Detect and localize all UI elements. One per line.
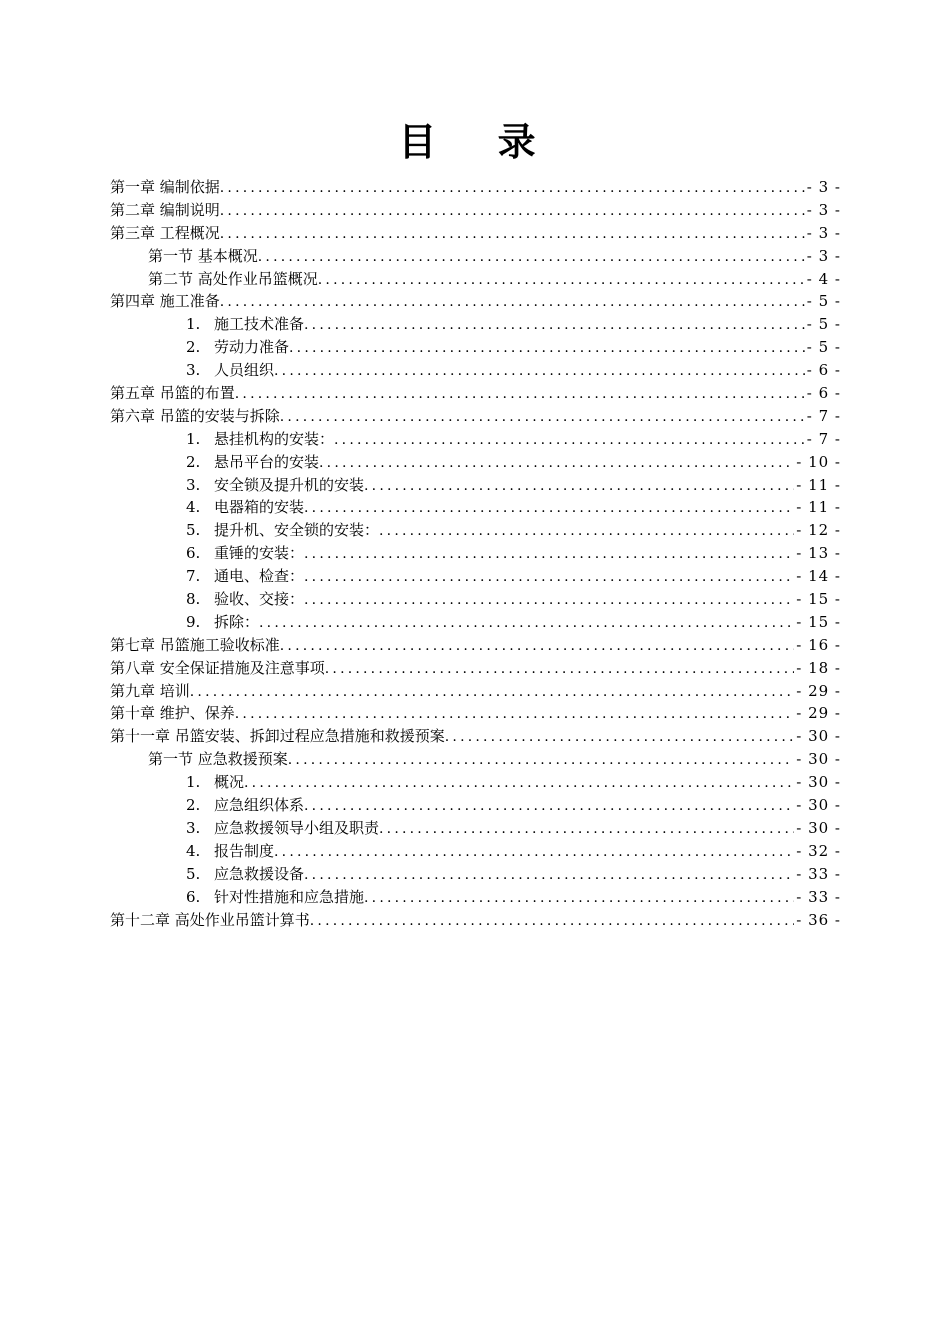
table-of-contents bbox=[110, 176, 841, 931]
toc-entry-page-number: - 6 - bbox=[806, 384, 841, 403]
toc-entry-number: 9. bbox=[186, 612, 201, 631]
toc-entry[interactable] bbox=[110, 748, 841, 771]
dot-leader bbox=[319, 452, 794, 475]
toc-entry-label: 第四章 施工准备 bbox=[110, 292, 220, 311]
toc-entry-label: 针对性措施和应急措施 bbox=[214, 887, 365, 906]
dot-leader bbox=[220, 291, 805, 314]
toc-entry[interactable] bbox=[110, 542, 841, 565]
toc-entry[interactable] bbox=[110, 840, 841, 863]
toc-entry-label: 劳动力准备 bbox=[214, 338, 290, 357]
toc-entry-label: 电器箱的安装 bbox=[214, 498, 305, 517]
toc-entry[interactable] bbox=[110, 565, 841, 588]
toc-entry[interactable] bbox=[110, 176, 841, 199]
dot-leader bbox=[445, 726, 794, 749]
dot-leader bbox=[258, 246, 805, 269]
toc-entry-page-number: - 3 - bbox=[806, 200, 841, 219]
toc-entry[interactable] bbox=[110, 336, 841, 359]
toc-entry-number: 2. bbox=[186, 452, 201, 471]
toc-entry-label: 应急救援领导小组及职责 bbox=[214, 818, 380, 837]
toc-entry-label: 第十一章 吊篮安装、拆卸过程应急措施和救援预案 bbox=[110, 727, 445, 746]
toc-entry-page-number: - 18 - bbox=[796, 658, 841, 677]
toc-entry[interactable] bbox=[110, 657, 841, 680]
toc-entry-page-number: - 33 - bbox=[796, 887, 841, 906]
toc-entry-label: 提升机、安全锁的安装： bbox=[214, 521, 380, 540]
toc-entry[interactable] bbox=[110, 474, 841, 497]
toc-entry-number: 2. bbox=[186, 796, 201, 815]
toc-entry-label: 第二节 高处作业吊篮概况 bbox=[148, 269, 318, 288]
toc-entry-label: 通电、检查： bbox=[214, 567, 305, 586]
toc-entry[interactable] bbox=[110, 222, 841, 245]
toc-entry-number: 3. bbox=[186, 361, 201, 380]
toc-entry-label: 第九章 培训 bbox=[110, 681, 190, 700]
toc-entry-page-number: - 5 - bbox=[806, 338, 841, 357]
toc-entry-label: 概况 bbox=[214, 773, 245, 792]
toc-entry-page-number: - 33 - bbox=[796, 864, 841, 883]
toc-entry[interactable] bbox=[110, 863, 841, 886]
toc-entry-page-number: - 4 - bbox=[806, 269, 841, 288]
toc-entry[interactable] bbox=[110, 245, 841, 268]
dot-leader bbox=[304, 566, 794, 589]
toc-entry-page-number: - 32 - bbox=[796, 841, 841, 860]
toc-entry-label: 人员组织 bbox=[214, 361, 275, 380]
toc-entry[interactable] bbox=[110, 451, 841, 474]
toc-entry-label: 悬挂机构的安装： bbox=[214, 429, 335, 448]
toc-entry-label: 第二章 编制说明 bbox=[110, 200, 220, 219]
toc-entry-number: 7. bbox=[186, 567, 201, 586]
toc-entry[interactable] bbox=[110, 405, 841, 428]
toc-entry-label: 应急组织体系 bbox=[214, 796, 305, 815]
toc-entry-label: 第五章 吊篮的布置 bbox=[110, 384, 235, 403]
toc-entry-label: 重锤的安装： bbox=[214, 544, 305, 563]
toc-entry[interactable] bbox=[110, 519, 841, 542]
dot-leader bbox=[304, 864, 794, 887]
toc-entry-page-number: - 5 - bbox=[806, 292, 841, 311]
toc-entry-page-number: - 6 - bbox=[806, 361, 841, 380]
toc-entry-page-number: - 30 - bbox=[796, 818, 841, 837]
toc-entry-label: 第一章 编制依据 bbox=[110, 178, 220, 196]
toc-entry[interactable] bbox=[110, 428, 841, 451]
toc-entry-page-number: - 5 - bbox=[806, 315, 841, 334]
toc-entry-number: 8. bbox=[186, 590, 201, 609]
toc-entry[interactable] bbox=[110, 611, 841, 634]
toc-entry-number: 3. bbox=[186, 818, 201, 837]
toc-entry-page-number: - 15 - bbox=[796, 612, 841, 631]
toc-entry[interactable] bbox=[110, 771, 841, 794]
toc-entry-number: 6. bbox=[186, 544, 201, 563]
dot-leader bbox=[304, 314, 805, 337]
dot-leader bbox=[379, 520, 794, 543]
dot-leader bbox=[274, 841, 794, 864]
toc-entry-page-number: - 30 - bbox=[796, 750, 841, 769]
dot-leader bbox=[244, 772, 794, 795]
dot-leader bbox=[220, 177, 805, 200]
dot-leader bbox=[288, 749, 794, 772]
toc-entry-page-number: - 10 - bbox=[796, 452, 841, 471]
dot-leader bbox=[289, 337, 805, 360]
toc-entry[interactable] bbox=[110, 199, 841, 222]
toc-entry-label: 安全锁及提升机的安装 bbox=[214, 475, 365, 494]
toc-entry[interactable] bbox=[110, 496, 841, 519]
toc-entry-page-number: - 3 - bbox=[806, 223, 841, 242]
toc-entry[interactable] bbox=[110, 634, 841, 657]
toc-entry-page-number: - 13 - bbox=[796, 544, 841, 563]
toc-entry-label: 第一节 基本概况 bbox=[148, 246, 258, 265]
toc-entry-page-number: - 7 - bbox=[806, 406, 841, 425]
toc-entry[interactable] bbox=[110, 359, 841, 382]
toc-entry-label: 悬吊平台的安装 bbox=[214, 452, 320, 471]
dot-leader bbox=[364, 887, 794, 910]
toc-entry-page-number: - 30 - bbox=[796, 773, 841, 792]
toc-entry[interactable] bbox=[110, 817, 841, 840]
toc-entry-page-number: - 11 - bbox=[796, 498, 841, 517]
toc-entry-number: 4. bbox=[186, 841, 201, 860]
toc-entry-page-number: - 36 - bbox=[796, 910, 841, 929]
toc-entry-number: 4. bbox=[186, 498, 201, 517]
toc-entry[interactable] bbox=[110, 680, 841, 703]
toc-entry-number: 5. bbox=[186, 521, 201, 540]
dot-leader bbox=[304, 589, 794, 612]
toc-entry-page-number: - 14 - bbox=[796, 567, 841, 586]
dot-leader bbox=[304, 543, 794, 566]
toc-entry[interactable] bbox=[110, 909, 841, 932]
toc-entry-number: 5. bbox=[186, 864, 201, 883]
dot-leader bbox=[310, 910, 794, 933]
toc-entry-page-number: - 7 - bbox=[806, 429, 841, 448]
dot-leader bbox=[235, 383, 805, 406]
dot-leader bbox=[259, 612, 794, 635]
toc-entry-label: 第七章 吊篮施工验收标准 bbox=[110, 635, 280, 654]
toc-entry[interactable] bbox=[110, 702, 841, 725]
toc-entry-label: 验收、交接： bbox=[214, 590, 305, 609]
dot-leader bbox=[318, 269, 805, 292]
toc-entry-label: 第六章 吊篮的安装与拆除 bbox=[110, 406, 280, 425]
dot-leader bbox=[304, 497, 794, 520]
dot-leader bbox=[325, 658, 794, 681]
toc-entry[interactable] bbox=[110, 268, 841, 291]
toc-entry-page-number: - 29 - bbox=[796, 704, 841, 723]
toc-entry[interactable] bbox=[110, 290, 841, 313]
toc-entry-number: 1. bbox=[186, 773, 201, 792]
toc-entry-label: 施工技术准备 bbox=[214, 315, 305, 334]
toc-entry[interactable] bbox=[110, 886, 841, 909]
toc-entry-label: 第十章 维护、保养 bbox=[110, 704, 235, 723]
toc-entry-label: 应急救援设备 bbox=[214, 864, 305, 883]
toc-entry-page-number: - 15 - bbox=[796, 590, 841, 609]
dot-leader bbox=[280, 406, 805, 429]
toc-entry-page-number: - 3 - bbox=[806, 178, 841, 196]
toc-entry-label: 第一节 应急救援预案 bbox=[148, 750, 288, 769]
toc-entry[interactable] bbox=[110, 382, 841, 405]
toc-entry-number: 2. bbox=[186, 338, 201, 357]
toc-entry-label: 报告制度 bbox=[214, 841, 275, 860]
toc-entry[interactable] bbox=[110, 794, 841, 817]
dot-leader bbox=[220, 200, 805, 223]
toc-entry-label: 第三章 工程概况 bbox=[110, 223, 220, 242]
toc-entry-label: 第八章 安全保证措施及注意事项 bbox=[110, 658, 325, 677]
toc-entry-page-number: - 12 - bbox=[796, 521, 841, 540]
dot-leader bbox=[274, 360, 805, 383]
toc-title: 目 录 bbox=[398, 120, 560, 164]
dot-leader bbox=[364, 475, 794, 498]
dot-leader bbox=[190, 681, 794, 704]
toc-entry-number: 6. bbox=[186, 887, 201, 906]
toc-entry-label: 第十二章 高处作业吊篮计算书 bbox=[110, 910, 310, 929]
toc-entry-page-number: - 11 - bbox=[796, 475, 841, 494]
toc-entry-page-number: - 30 - bbox=[796, 727, 841, 746]
toc-entry-page-number: - 3 - bbox=[806, 246, 841, 265]
toc-entry-page-number: - 29 - bbox=[796, 681, 841, 700]
dot-leader bbox=[235, 703, 794, 726]
toc-entry[interactable] bbox=[110, 313, 841, 336]
toc-entry-number: 3. bbox=[186, 475, 201, 494]
toc-entry-number: 1. bbox=[186, 429, 201, 448]
toc-entry-label: 拆除： bbox=[214, 612, 260, 631]
dot-leader bbox=[220, 223, 805, 246]
toc-entry[interactable] bbox=[110, 588, 841, 611]
toc-entry-number: 1. bbox=[186, 315, 201, 334]
toc-entry-page-number: - 30 - bbox=[796, 796, 841, 815]
dot-leader bbox=[304, 795, 794, 818]
toc-entry[interactable] bbox=[110, 725, 841, 748]
dot-leader bbox=[334, 429, 805, 452]
dot-leader bbox=[280, 635, 794, 658]
dot-leader bbox=[379, 818, 794, 841]
toc-entry-page-number: - 16 - bbox=[796, 635, 841, 654]
